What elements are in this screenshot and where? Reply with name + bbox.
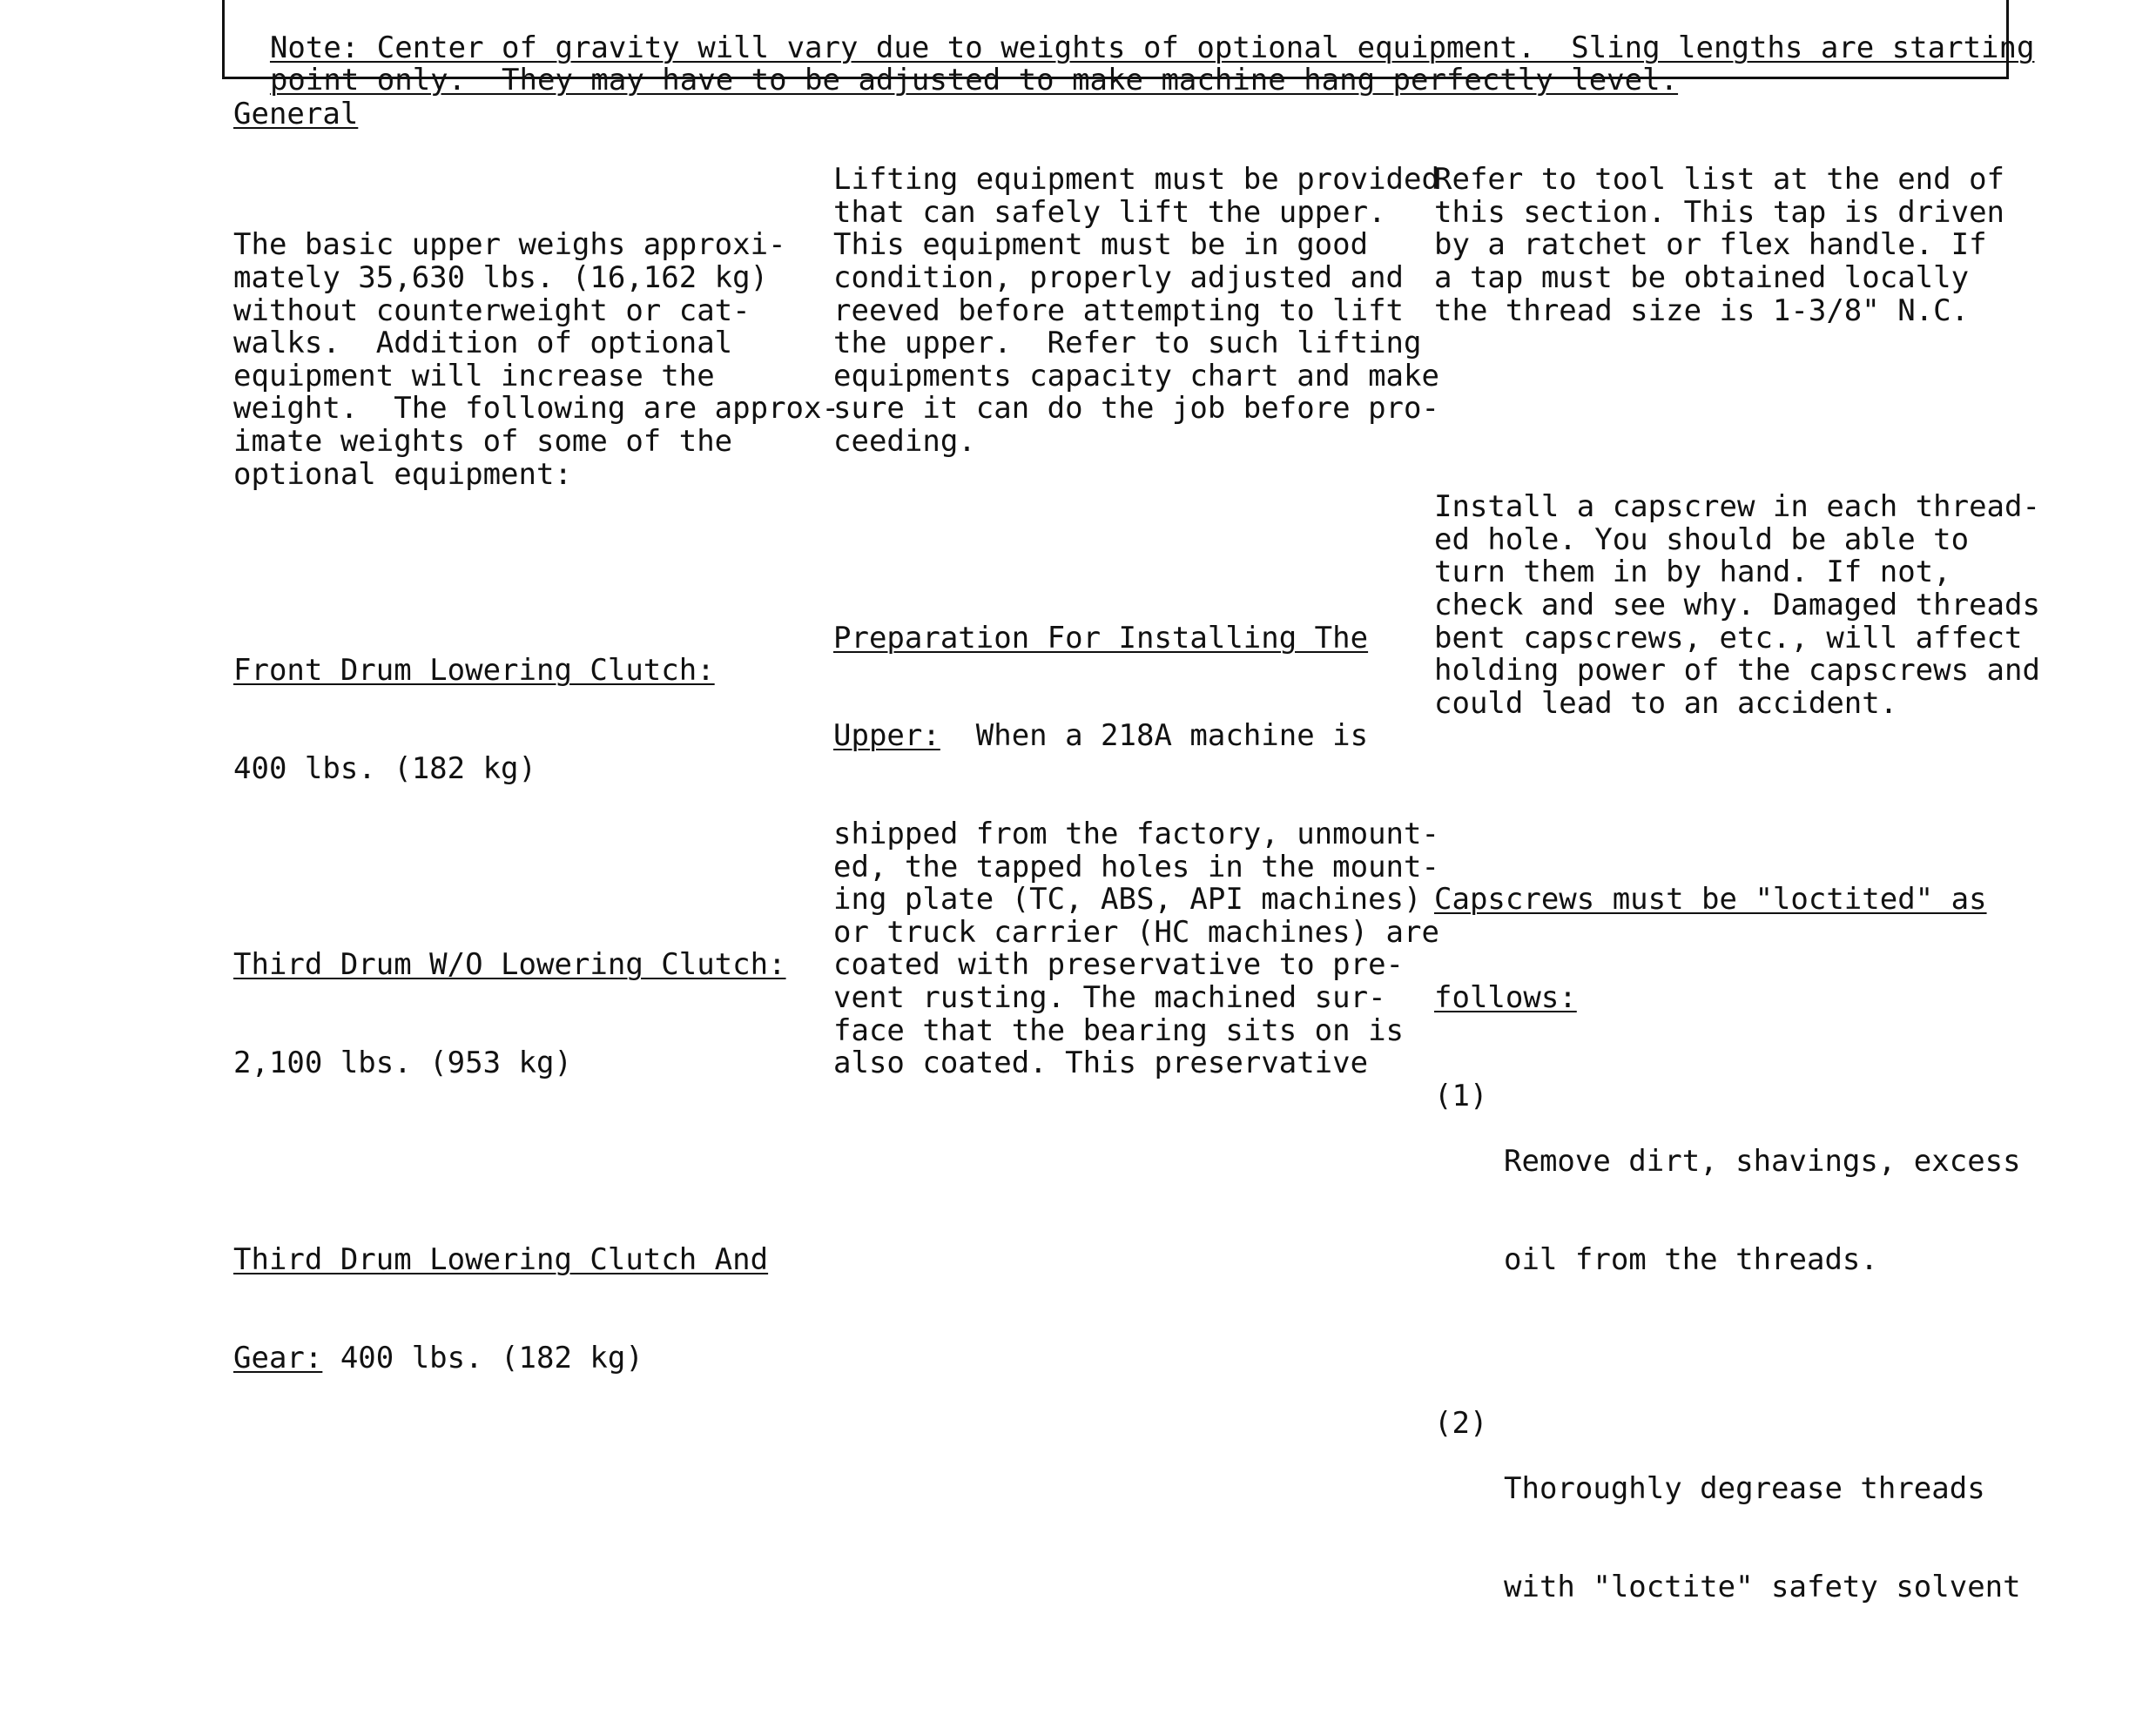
column-middle [833,98,1439,1146]
tool-list-paragraph: Refer to tool list at the end of this section. This tap is driven by a ratchet or flex handle. If a tap must be obtained locally the thread size is 1-3/8" N.C. [1434,162,2005,328]
preparation-paragraph: Preparation For Installing The Upper: When a 218A machine is shipped from the factory, unmount- ed, the tapped holes in the mount- ing plate (TC, ABS, API machines) or truck carrier (HC machines) are coated with preservative to pre- vent rusting. The machined sur- face that the bearing sits on is also coated. This preservative [833,620,1439,1081]
item-front-drum-title: Front Drum Lowering Clutch: [233,653,715,689]
item-third-drum-clutch-title-2: Gear: [233,1340,323,1375]
capscrew-paragraph: Install a capscrew in each thread- ed hole. You should be able to turn them in by hand. If not, check and see why. Damaged threads bent capscrews, etc., will affect holding power of the capscrews and could lead to an accident. [1434,489,2040,721]
note-line-2 [234,31,1678,97]
general-heading: General [233,97,359,131]
column-right [1434,98,2040,1735]
loctite-heading: Capscrews must be "loctited" as [1434,882,1987,918]
list-item: (1) Remove dirt, shavings, excess oil from the threads. [1434,1080,2040,1342]
column-left [233,98,839,1440]
list-item: (2) Thoroughly degrease threads with "loctite" safety solvent [1434,1408,2040,1670]
step-number: (2) [1434,1405,1488,1441]
item-third-drum-weight: 2,100 lbs. (953 kg) [233,1046,572,1081]
item-third-drum [233,884,839,1146]
loctite-heading-2: follows: [1434,980,1577,1016]
note-text-1: Note: Center of gravity will vary due to weights of optional equipment. Sling lengths are starting [269,30,2035,65]
step-number: (1) [1434,1078,1488,1113]
item-third-drum-clutch [233,1179,839,1441]
lifting-paragraph: Lifting equipment must be provided that can safely lift the upper. This equipment must be in good condition, properly adjusted and reeved before attempting to lift the upper. Refer to such lifting equipments capacity chart and make sure it can do the job before pro- ceeding. [833,162,1439,459]
item-third-drum-clutch-title: Third Drum Lowering Clutch And [233,1241,769,1277]
loctite-section [1434,818,2040,1735]
item-front-drum [233,589,839,851]
note-text-2: point only. They may have to be adjusted to make machine hang perfectly level. [269,62,1679,98]
general-intro: The basic upper weighs approxi- mately 35,630 lbs. (16,162 kg) without counterweight or cat- walks. Addition of optional equipment will increase the weight. The following are approx- imate weights of some of the optional equipment: [233,227,839,492]
item-third-drum-clutch-weight: 400 lbs. (182 kg) [322,1340,643,1375]
preparation-heading-2: Upper: [833,718,940,754]
preparation-heading: Preparation For Installing The [833,620,1369,656]
item-front-drum-weight: 400 lbs. (182 kg) [233,750,536,786]
item-third-drum-title: Third Drum W/O Lowering Clutch: [233,947,786,983]
